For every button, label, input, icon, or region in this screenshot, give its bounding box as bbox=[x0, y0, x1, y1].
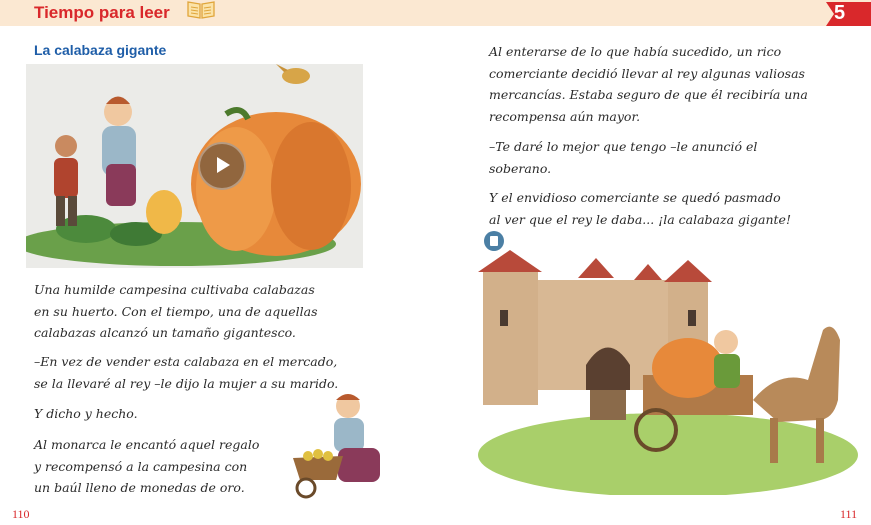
text-line: recompensa aún mayor. bbox=[489, 108, 641, 124]
text-line: Al enterarse de lo que había sucedido, un rico bbox=[489, 44, 782, 59]
paragraph bbox=[34, 434, 259, 499]
open-book-icon bbox=[186, 0, 216, 20]
text-line: Una humilde campesina cultivaba calabazas bbox=[34, 282, 315, 297]
unit-number: 5 bbox=[834, 2, 846, 24]
video-player[interactable] bbox=[26, 64, 363, 268]
text-line: Al monarca le encantó aquel regalo bbox=[34, 437, 260, 452]
story-title: La calabaza gigante bbox=[34, 42, 167, 58]
pumpkin-scene-illustration bbox=[26, 64, 363, 268]
text-line: soberano. bbox=[489, 160, 552, 176]
text-line: y recompensó a la campesina con bbox=[34, 458, 248, 474]
text-line: se la llevaré al rey –le dijo la mujer a su marido. bbox=[34, 375, 339, 391]
section-title: Tiempo para leer bbox=[34, 3, 170, 22]
text-line: –En vez de vender esta calabaza en el mercado, bbox=[34, 354, 338, 369]
text-line: mercancías. Estaba seguro de que él recibiría una bbox=[489, 87, 808, 102]
text-line: Y dicho y hecho. bbox=[34, 406, 138, 421]
page-number-left: 110 bbox=[12, 507, 30, 521]
text-line: –Te daré lo mejor que tengo –le anunció el bbox=[489, 139, 758, 154]
text-line: un baúl lleno de monedas de oro. bbox=[34, 480, 245, 495]
paragraph bbox=[34, 279, 318, 344]
text-line: comerciante decidió llevar al rey algunas valiosas bbox=[489, 65, 805, 81]
unit-badge bbox=[826, 2, 871, 26]
text-line: en su huerto. Con el tiempo, una de aquellas bbox=[34, 303, 318, 319]
paragraph bbox=[489, 187, 791, 230]
paragraph bbox=[489, 136, 757, 179]
text-line: Y el envidioso comerciante se quedó pasmado bbox=[489, 190, 781, 205]
woman-wheelbarrow-illustration bbox=[288, 388, 398, 503]
paragraph bbox=[489, 41, 808, 127]
paragraph bbox=[34, 403, 138, 425]
page-number-right: 111 bbox=[840, 507, 858, 521]
play-button[interactable] bbox=[198, 142, 246, 190]
text-line: calabazas alcanzó un tamaño gigantesco. bbox=[34, 325, 296, 340]
castle-cart-illustration bbox=[478, 250, 858, 495]
text-line: al ver que el rey le daba... ¡la calabaza gigante! bbox=[489, 211, 791, 227]
audio-icon[interactable] bbox=[484, 231, 504, 251]
